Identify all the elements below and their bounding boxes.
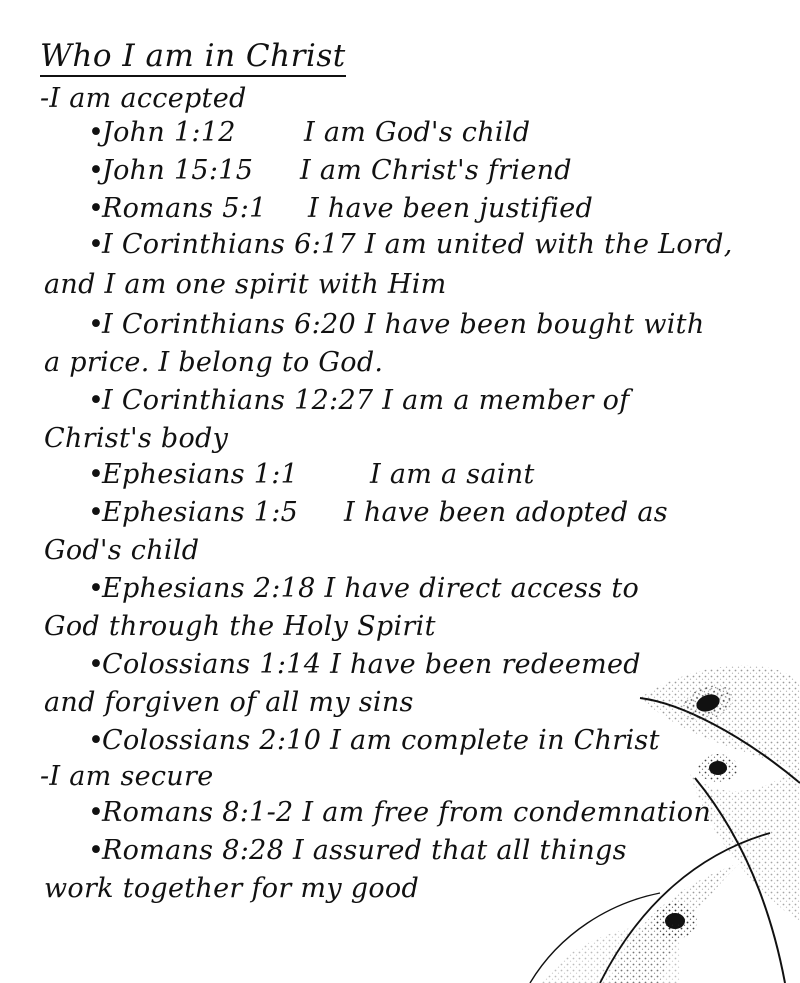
bullet-dot: • xyxy=(88,309,105,340)
bullet-dot: • xyxy=(88,459,105,490)
bullet-dot: • xyxy=(88,797,105,828)
bullet-dot: • xyxy=(88,155,105,186)
verse-text: I have been redeemed xyxy=(330,649,641,680)
list-item xyxy=(88,308,705,342)
list-item-continued: and forgiven of all my sins xyxy=(44,687,414,718)
peacock-feather-illustration xyxy=(440,603,800,983)
verse-ref: Ephesians 2:18 xyxy=(102,573,316,604)
verse-ref: I Corinthians 6:17 xyxy=(102,229,356,260)
bullet-dot: • xyxy=(88,117,105,148)
page-title: Who I am in Christ xyxy=(40,38,346,77)
verse-text: I am a saint xyxy=(370,459,535,490)
feather-4 xyxy=(530,893,680,983)
bullet-dot: • xyxy=(88,835,105,866)
feather-2 xyxy=(690,754,800,983)
verse-text: I assured that all things xyxy=(292,835,627,866)
bullet-dot: • xyxy=(88,385,105,416)
bullet-dot: • xyxy=(88,649,105,680)
verse-text: I have been adopted as xyxy=(344,497,668,528)
verse-text: I have been justified xyxy=(308,193,594,224)
list-item xyxy=(88,192,594,226)
list-item xyxy=(88,496,668,530)
verse-ref: Romans 5:1 xyxy=(102,193,267,224)
bullet-dot: • xyxy=(88,725,105,756)
list-item-continued: a price. I belong to God. xyxy=(44,347,384,378)
verse-ref: Colossians 2:10 xyxy=(102,725,322,756)
list-item xyxy=(88,228,733,262)
bullet-dot: • xyxy=(88,573,105,604)
bullet-dot: • xyxy=(88,497,105,528)
section-heading: -I am accepted xyxy=(40,83,247,114)
list-item-continued: God's child xyxy=(44,535,200,566)
list-item xyxy=(88,154,572,188)
list-item xyxy=(88,116,531,150)
list-item xyxy=(88,458,535,492)
list-item-continued: Christ's body xyxy=(44,423,229,454)
verse-text: I am free from condemnation xyxy=(302,797,712,828)
verse-text: I am a member of xyxy=(382,385,630,416)
list-item-continued: work together for my good xyxy=(44,873,420,904)
verse-text: I have direct access to xyxy=(324,573,640,604)
list-item xyxy=(88,384,630,418)
bullet-dot: • xyxy=(88,229,105,260)
section-heading: -I am secure xyxy=(40,761,214,792)
verse-ref: Ephesians 1:5 xyxy=(102,497,299,528)
verse-ref: Romans 8:28 xyxy=(102,835,285,866)
verse-text: I am God's child xyxy=(304,117,531,148)
verse-ref: Colossians 1:14 xyxy=(102,649,322,680)
list-item xyxy=(88,572,639,606)
verse-ref: I Corinthians 6:20 xyxy=(102,309,356,340)
verse-text: I am Christ's friend xyxy=(300,155,572,186)
list-item-continued: and I am one spirit with Him xyxy=(44,269,447,300)
verse-ref: John 1:12 xyxy=(102,117,236,148)
verse-text: I have been bought with xyxy=(364,309,705,340)
verse-text: I am united with the Lord, xyxy=(364,229,733,260)
verse-text: I am complete in Christ xyxy=(330,725,660,756)
verse-ref: Ephesians 1:1 xyxy=(102,459,299,490)
list-item-continued: God through the Holy Spirit xyxy=(44,611,436,642)
verse-ref: Romans 8:1-2 xyxy=(102,797,294,828)
verse-ref: John 15:15 xyxy=(102,155,254,186)
verse-ref: I Corinthians 12:27 xyxy=(102,385,374,416)
bullet-dot: • xyxy=(88,193,105,224)
